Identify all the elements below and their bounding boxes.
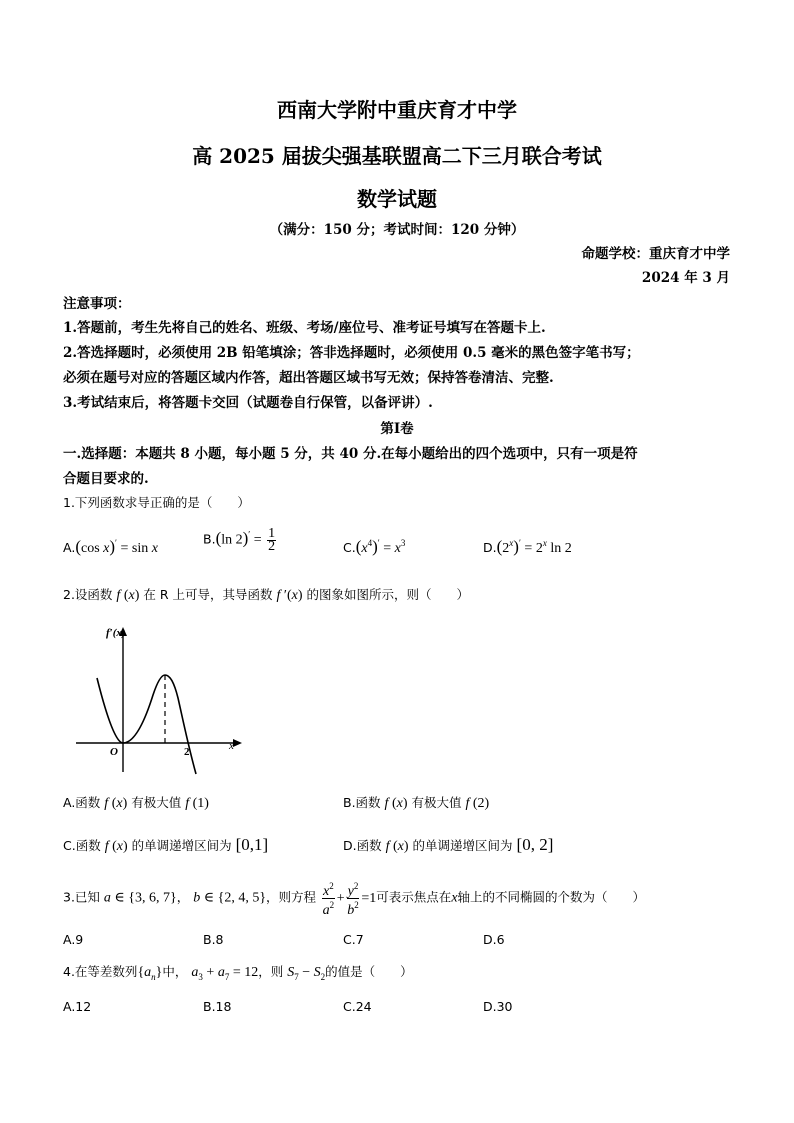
part-heading: 第Ⅰ卷 xyxy=(380,421,414,437)
q2-stem: 2.设函数 f (x) 在 R 上可导，其导函数 f ′(x) 的图象如图所示，则（ ） xyxy=(63,587,469,603)
note-item: 3.考试结束后，将答题卡交回（试题卷自行保管，以备评讲）. xyxy=(63,395,433,411)
q3-option-c: C.7 xyxy=(343,932,364,947)
note-item: 2.答选择题时，必须使用 2B 铅笔填涂；答非选择题时，必须使用 0.5 毫米的黑色签字笔书写； xyxy=(63,345,640,361)
q4-option-a: A.12 xyxy=(63,999,92,1014)
q1-option-d: $D.(2^x)' = 2^x$ ln 2 xyxy=(483,537,572,556)
q2-derivative-graph xyxy=(70,620,250,780)
note-item: 必须在题号对应的答题区域内作答，超出答题区域书写无效；保持答卷清洁、完整. xyxy=(63,370,554,386)
q3-option-d: D.6 xyxy=(483,932,505,947)
q3-stem: 3.已知 a ∈ {3, 6, 7}， b ∈ {2, 4, 5}，则方程 $\frac{x^2}{a^2}$ + $\frac{y^2}{b^2}$ =1可表示焦点在x轴上的不同椭圆的个数为（ ） xyxy=(63,881,646,918)
derivative-curve xyxy=(97,675,196,774)
exam-date: 2024 年 3 月 xyxy=(641,270,730,286)
q4-option-b: B.18 xyxy=(203,999,232,1014)
q4-stem: 4.在等差数列$\{a_n\}$中， $a_3 + a_7 = 12$，则 $S_7 - S_2$的值是（ ） xyxy=(63,964,413,982)
x-axis-label: x xyxy=(229,740,234,752)
q1-option-c: $C.(x^4)' = x^3$ xyxy=(343,537,406,556)
q2-option-d: D.函数 f (x) 的单调递增区间为 [0, 2] xyxy=(343,835,554,854)
school-title: 西南大学附中重庆育才中学 xyxy=(277,98,517,122)
q1-stem: 1.下列函数求导正确的是（ ） xyxy=(63,495,250,510)
q3-option-a: A.9 xyxy=(63,932,84,947)
q2-option-b: B.函数 f (x) 有极大值 f (2) xyxy=(343,795,490,811)
y-axis-label: f′(x) xyxy=(106,627,126,639)
tick-2-label: 2 xyxy=(184,746,190,758)
q2-option-c: C.函数 f (x) 的单调递增区间为 [0,1] xyxy=(63,835,269,854)
section-instructions-cont: 合题目要求的. xyxy=(63,471,149,487)
q3-option-b: B.8 xyxy=(203,932,224,947)
exam-info: （满分：150 分；考试时间：120 分钟） xyxy=(269,222,525,238)
q4-option-c: C.24 xyxy=(343,999,372,1014)
q1-option-a: A.(cos x)′ = sin x xyxy=(63,537,158,556)
section-instructions: 一.选择题：本题共 8 小题，每小题 5 分，共 40 分.在每小题给出的四个选项中，只有一项是符 xyxy=(63,446,638,462)
q4-option-d: D.30 xyxy=(483,999,513,1014)
x-axis-arrow xyxy=(233,739,242,747)
notes-heading: 注意事项： xyxy=(63,296,131,312)
q2-option-a: A.函数 f (x) 有极大值 f (1) xyxy=(63,795,209,811)
origin-label: O xyxy=(110,746,118,758)
q1-option-b: B.(ln 2)′ = $\frac{1}{2}$ xyxy=(203,526,276,554)
note-item: 1.答题前，考生先将自己的姓名、班级、考场/座位号、准考证号填写在答题卡上. xyxy=(63,320,546,336)
subject-title: 数学试题 xyxy=(357,187,437,211)
setter-school: 命题学校：重庆育才中学 xyxy=(581,246,730,262)
exam-title: 高 2025 届拔尖强基联盟高二下三月联合考试 xyxy=(192,144,602,168)
